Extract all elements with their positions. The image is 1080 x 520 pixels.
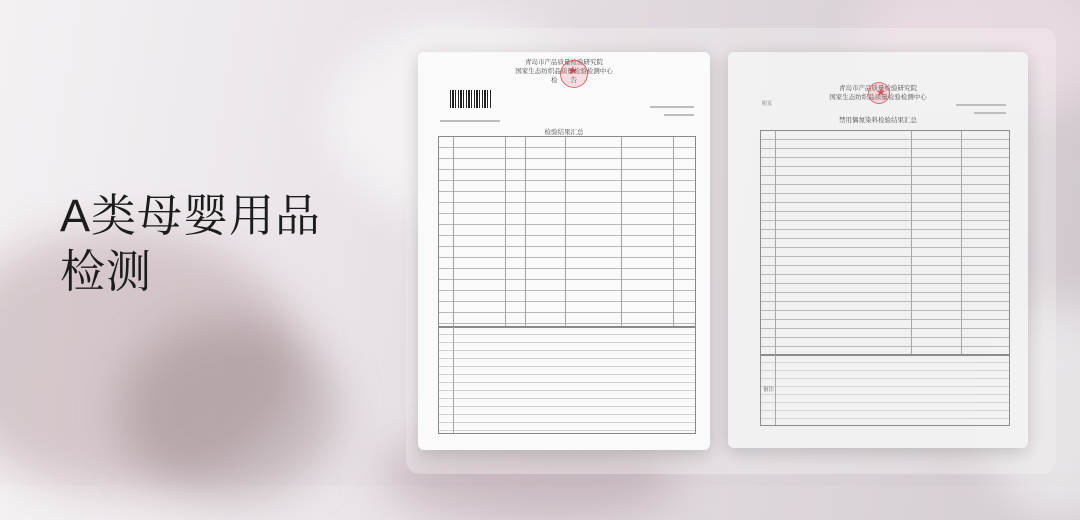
azo-dye-table	[760, 130, 1010, 356]
institute-name: 青岛市产品质量检验研究院	[839, 84, 917, 92]
report-title: 检 告	[551, 76, 577, 84]
remarks-section	[760, 354, 1010, 426]
standards-section	[438, 326, 696, 434]
report-number	[650, 106, 694, 108]
remarks-label: 备注	[763, 387, 775, 393]
section-title	[60, 188, 321, 300]
report-number	[956, 104, 1006, 106]
sample-code	[440, 120, 500, 122]
background-blur	[120, 320, 340, 500]
results-table	[438, 136, 696, 328]
test-report-page-2	[728, 52, 1028, 448]
page-count	[664, 114, 694, 116]
title-line-2: 检测	[60, 246, 153, 297]
appendix-label: 附页	[762, 101, 773, 107]
official-seal	[560, 60, 588, 88]
table-title: 禁用偶氮染料检验结果汇总	[839, 116, 917, 124]
test-report-page-1	[418, 52, 710, 450]
official-seal	[868, 82, 890, 104]
title-line-1: A类母婴用品	[60, 190, 322, 241]
institute-name: 青岛市产品质量检验研究院	[525, 58, 603, 66]
center-name: 国家生态纺织品质量检验检测中心	[515, 67, 613, 75]
center-name: 国家生态纺织品质量检验检测中心	[829, 93, 927, 101]
table-title: 检验结果汇总	[544, 128, 584, 136]
page-count	[974, 112, 1006, 114]
barcode	[450, 90, 492, 108]
